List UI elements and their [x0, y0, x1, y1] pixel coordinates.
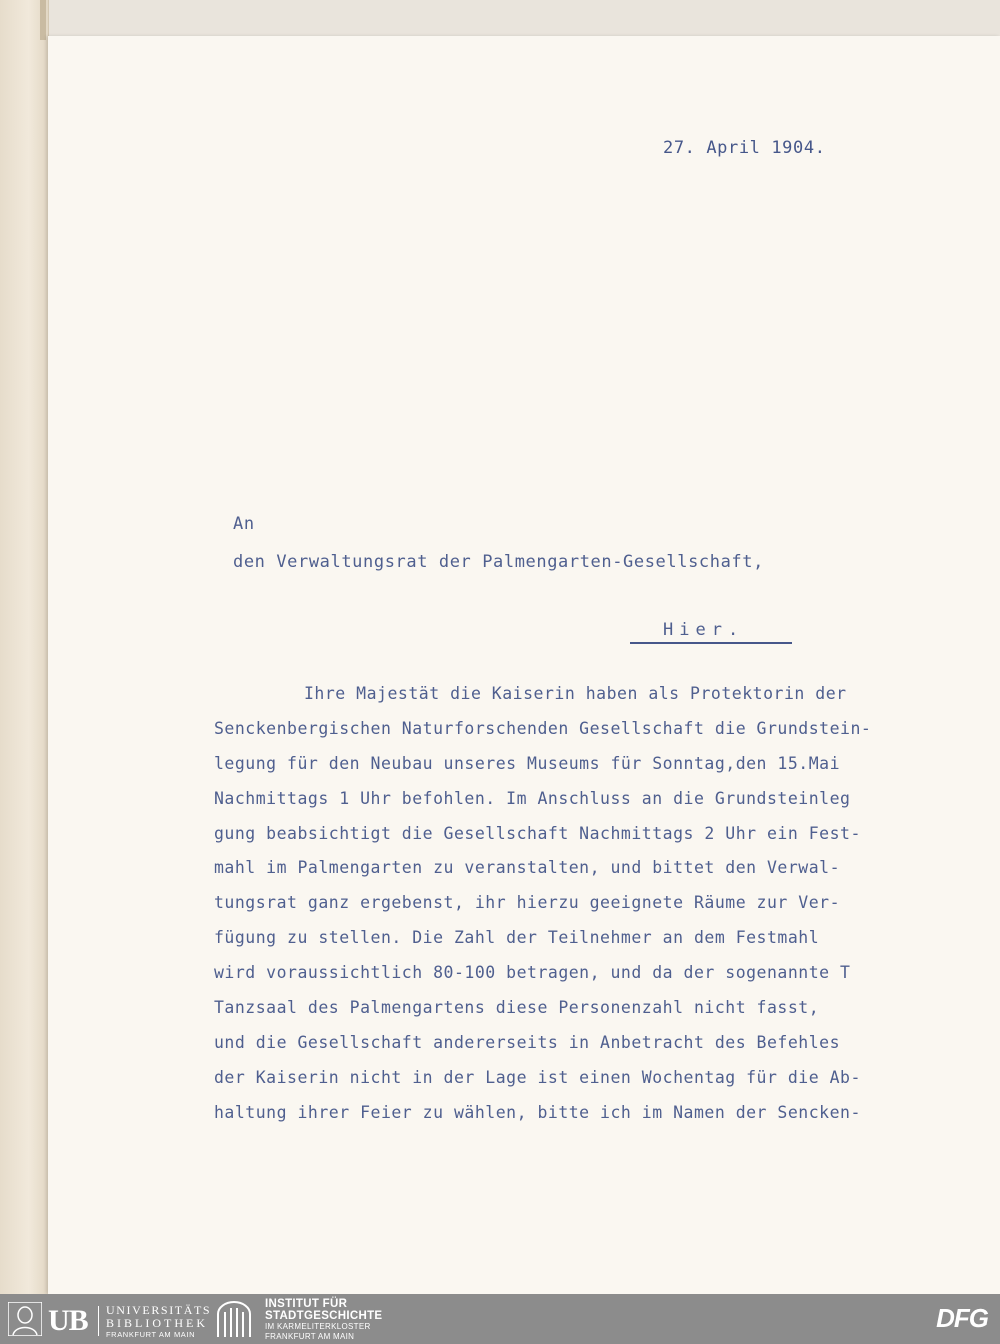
isg-line-3: IM KARMELITERKLOSTER — [265, 1322, 371, 1331]
footer-bar — [0, 1294, 1000, 1344]
ub-name — [106, 1304, 226, 1340]
body-line: mahl im Palmengarten zu veranstalten, und bittet den Verwal- — [214, 858, 841, 878]
body-line: Tanzsaal des Palmengartens diese Personenzahl nicht fasst, — [214, 998, 820, 1018]
arch-columns-icon — [214, 1300, 254, 1338]
binding-tab — [40, 0, 46, 40]
body-line: Senckenbergischen Naturforschenden Gesellschaft die Grundstein- — [214, 718, 872, 738]
isg-line-4: FRANKFURT AM MAIN — [265, 1332, 355, 1341]
body-line: gung beabsichtigt die Gesellschaft Nachmittags 2 Uhr ein Fest- — [214, 823, 861, 843]
body-line: wird voraussichtlich 80-100 betragen, und da der sogenannte T — [214, 963, 851, 983]
letter-date: 27. April 1904. — [663, 138, 826, 158]
ub-line-2: BIBLIOTHEK — [106, 1316, 208, 1330]
ub-line-1: UNIVERSITÄTS — [106, 1303, 212, 1317]
body-line: der Kaiserin nicht in der Lage ist einen Wochentag für die Ab- — [214, 1067, 861, 1087]
letter-page — [48, 36, 1000, 1294]
ub-letters: UB — [48, 1304, 88, 1337]
body-line: tungsrat ganz ergebenst, ihr hierzu geeignete Räume zur Ver- — [214, 893, 841, 913]
isg-line-2: STADTGESCHICHTE — [265, 1310, 383, 1322]
address-recipient: den Verwaltungsrat der Palmengarten-Gesellschaft, — [233, 552, 764, 572]
isg-line-1: INSTITUT FÜR — [265, 1298, 348, 1310]
isg-logo[interactable] — [265, 1298, 382, 1342]
body-line: haltung ihrer Feier zu wählen, bitte ich im Namen der Sencken- — [214, 1102, 861, 1122]
letter-body — [214, 684, 954, 1138]
body-line: fügung zu stellen. Die Zahl der Teilnehmer an dem Festmahl — [214, 928, 820, 948]
body-line: legung für den Neubau unseres Museums für Sonntag,den 15.Mai — [214, 753, 841, 773]
ub-line-3: FRANKFURT AM MAIN — [106, 1330, 196, 1339]
address-place: Hier. — [663, 620, 745, 640]
address-salutation: An — [233, 514, 255, 534]
previous-page-edge — [0, 0, 49, 1294]
place-underline — [630, 642, 792, 644]
body-line: und die Gesellschaft andererseits in Anbetracht des Befehles — [214, 1032, 841, 1052]
goethe-portrait-icon — [8, 1302, 42, 1336]
ub-divider — [98, 1306, 99, 1336]
body-line: Nachmittags 1 Uhr befohlen. Im Anschluss an die Grundsteinleg — [214, 788, 851, 808]
dfg-logo[interactable]: DFG — [936, 1303, 988, 1333]
body-line: Ihre Majestät die Kaiserin haben als Protektorin der — [304, 684, 847, 703]
